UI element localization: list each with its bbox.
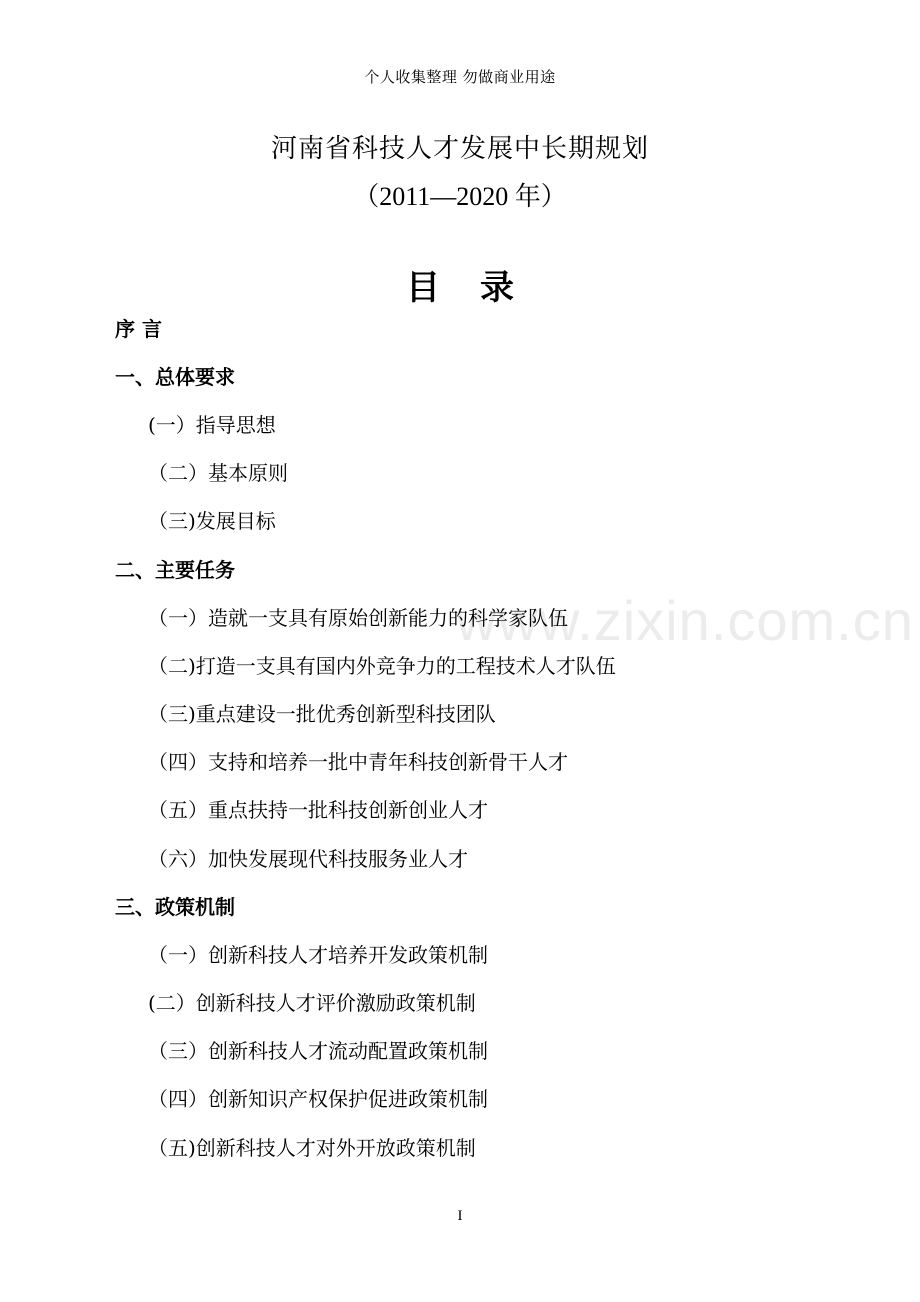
header-note: 个人收集整理 勿做商业用途	[364, 68, 556, 86]
toc-entry-preface[interactable]: 序 言	[115, 317, 162, 341]
toc-subsection-3-1[interactable]: （一）创新科技人才培养开发政策机制	[148, 943, 488, 967]
toc-subsection-3-2[interactable]: (二）创新科技人才评价激励政策机制	[148, 991, 476, 1015]
watermark: www.zixin.com.cn	[456, 589, 914, 652]
toc-section-2[interactable]: 二、主要任务	[115, 558, 235, 582]
toc-subsection-2-3[interactable]: （三)重点建设一批优秀创新型科技团队	[148, 702, 496, 726]
toc-subsection-1-3[interactable]: （三)发展目标	[148, 509, 276, 533]
toc-subsection-2-4[interactable]: （四）支持和培养一批中青年科技创新骨干人才	[148, 750, 568, 774]
toc-subsection-3-5[interactable]: （五)创新科技人才对外开放政策机制	[148, 1136, 476, 1160]
document-title: 河南省科技人才发展中长期规划	[270, 134, 649, 164]
toc-subsection-1-2[interactable]: （二）基本原则	[148, 461, 288, 485]
toc-subsection-3-4[interactable]: （四）创新知识产权保护促进政策机制	[148, 1087, 488, 1111]
toc-subsection-2-5[interactable]: （五）重点扶持一批科技创新创业人才	[148, 798, 488, 822]
toc-subsection-2-6[interactable]: （六）加快发展现代科技服务业人才	[148, 847, 468, 871]
toc-subsection-2-1[interactable]: （一）造就一支具有原始创新能力的科学家队伍	[148, 606, 568, 630]
toc-heading: 目录	[406, 268, 554, 308]
toc-subsection-3-3[interactable]: （三）创新科技人才流动配置政策机制	[148, 1039, 488, 1063]
toc-section-1[interactable]: 一、总体要求	[115, 365, 235, 389]
document-subtitle: （2011—2020 年）	[353, 182, 567, 211]
toc-subsection-1-1[interactable]: (一）指导思想	[148, 413, 276, 437]
page-number: I	[457, 1208, 463, 1224]
toc-subsection-2-2[interactable]: （二)打造一支具有国内外竞争力的工程技术人才队伍	[148, 654, 616, 678]
toc-section-3[interactable]: 三、政策机制	[115, 895, 235, 919]
